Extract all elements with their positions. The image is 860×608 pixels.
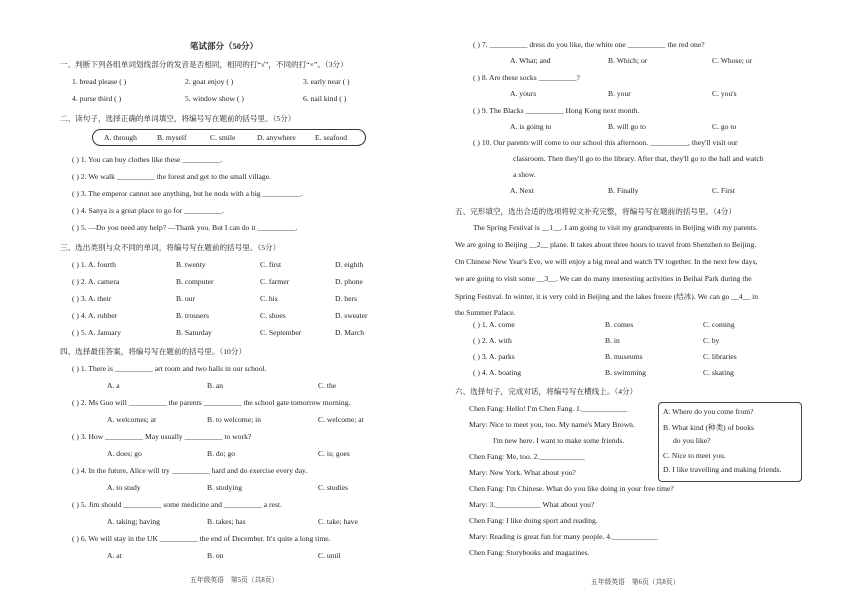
page-footer: 五年级英语 第5页（共8页） xyxy=(190,577,279,584)
s3-cell: D. sweater xyxy=(335,311,368,320)
s2-question: ( ) 3. The emperor cannot see anything, but he nods with a big __________. xyxy=(72,189,303,198)
word-bank-item: B. myself xyxy=(157,133,187,142)
s3-cell: D. eighth xyxy=(335,260,364,269)
s4-question: ( ) 2. Ms Guo will __________ the parents __________ the school gate tomorrow morning. xyxy=(72,398,351,407)
q10-line: classroom. Then they'll go to the library. After that, they'll go to the hall and watch xyxy=(513,154,764,163)
dialogue-line: Mary: New York. What about you? xyxy=(469,468,576,477)
dialogue-line: Chen Fang: Me, too. 2.____________ xyxy=(469,452,585,461)
word-bank-item: E. seafood xyxy=(315,133,348,142)
s5-option: ( ) 2. A. with xyxy=(473,336,512,345)
section-3-heading: 三、选出类别与众不同的单词，将编号写在题前的括号里。（5分） xyxy=(60,243,281,252)
cloze-line: Spring Festival. In winter, it is very cold in Beijing and the lakes freeze (结冰). We can go __4__ in xyxy=(455,292,759,301)
s5-option: B. comes xyxy=(605,320,634,329)
dialogue-line: I'm new here. I want to make some friends. xyxy=(493,436,625,445)
cloze-line: We are going to Beijing __2__ plane. It takes about three hours to travel from Shenzhen to Beijing. xyxy=(455,240,757,249)
s5-option: C. libraries xyxy=(703,352,737,361)
rq-question: ( ) 8. Are these socks __________? xyxy=(473,73,580,82)
dialogue-line: Mary: Nice to meet you, too. My name's Mary Brown. xyxy=(469,420,635,429)
cloze-line: the Summer Palace. xyxy=(455,308,516,317)
s4-question: ( ) 1. There is __________ art room and two halls in our school. xyxy=(72,364,267,373)
s4-option: B. to welcome; in xyxy=(207,415,261,424)
s4-option: B. studying xyxy=(207,483,243,492)
s5-option: B. museums xyxy=(605,352,643,361)
s3-cell: C. his xyxy=(260,294,278,303)
s5-option: B. swimming xyxy=(605,368,646,377)
section-1-heading: 一、判断下列各组单词划线部分的发音是否相同，相同的打“√”，不同的打“×”。（3分） xyxy=(60,60,348,69)
word-bank-item: D. anywhere xyxy=(257,133,296,142)
rq-option: C. Whose; or xyxy=(712,56,753,65)
dialogue-line: Mary: 3.____________ What about you? xyxy=(469,500,595,509)
s4-option: C. welcome; at xyxy=(318,415,364,424)
q10-line: ( ) 10. Our parents will come to our school this afternoon. __________, they'll visit our xyxy=(473,138,738,147)
s5-option: ( ) 1. A. come xyxy=(473,320,515,329)
rq-option: B. will go to xyxy=(608,122,646,131)
s2-question: ( ) 4. Sanya is a great place to go for __________. xyxy=(72,206,225,215)
s5-option: C. coming xyxy=(703,320,735,329)
page-title: 笔试部分（50分） xyxy=(190,41,259,51)
s3-cell: B. Saturday xyxy=(176,328,212,337)
s1-item: 3. early near ( ) xyxy=(303,77,350,86)
page-footer: 五年级英语 第6页（共8页） xyxy=(591,579,680,586)
s3-cell: C. shoes xyxy=(260,311,286,320)
s4-option: A. a xyxy=(107,381,120,390)
s3-cell: ( ) 2. A. camera xyxy=(72,277,120,286)
s1-item: 2. goat enjoy ( ) xyxy=(185,77,234,86)
section-4-heading: 四、选择最佳答案，将编号写在题前的括号里。（10分） xyxy=(60,347,247,356)
s5-option: C. by xyxy=(703,336,720,345)
rq-question: ( ) 7. __________ dress do you like, the white one __________ the red one? xyxy=(473,40,705,49)
s2-question: ( ) 1. You can buy clothes like these __________. xyxy=(72,155,223,164)
right-page xyxy=(455,0,815,608)
q10-option: C. First xyxy=(712,186,735,195)
s3-cell: C. first xyxy=(260,260,282,269)
cloze-line: On Chinese New Year's Eve, we will enjoy a big meal and watch TV together. In the next few days, xyxy=(455,257,758,266)
s4-option: B. an xyxy=(207,381,224,390)
s3-cell: C. September xyxy=(260,328,302,337)
s3-cell: B. our xyxy=(176,294,195,303)
section-6-heading: 六、选择句子，完成对话，将编号写在横线上。（4分） xyxy=(455,387,638,396)
rq-option: B. Which; or xyxy=(608,56,648,65)
s4-question: ( ) 4. In the future, Alice will try __________ hard and do exercise every day. xyxy=(72,466,308,475)
s4-question: ( ) 3. How __________ May usually __________ to work? xyxy=(72,432,252,441)
dialogue-line: Chen Fang: Hello! I'm Chen Fang. 1.____________ xyxy=(469,404,628,413)
rq-option: B. your xyxy=(608,89,631,98)
s4-option: C. the xyxy=(318,381,337,390)
s4-option: C. take; have xyxy=(318,517,358,526)
section-2-heading: 二、读句子，选择正确的单词填空，将编号写在题前的括号里。（5分） xyxy=(60,114,296,123)
dialogue-option: do you like? xyxy=(673,436,711,445)
s4-option: C. studies xyxy=(318,483,348,492)
cloze-line: The Spring Festival is __1__. I am going to visit my grandparents in Beijing with my parents. xyxy=(473,223,758,232)
s3-cell: D. March xyxy=(335,328,365,337)
s5-option: ( ) 3. A. parks xyxy=(473,352,515,361)
s5-option: C. skating xyxy=(703,368,734,377)
s3-cell: ( ) 3. A. their xyxy=(72,294,112,303)
s2-question: ( ) 2. We walk __________ the forest and get to the small village. xyxy=(72,172,271,181)
dialogue-option: A. Where do you come from? xyxy=(663,407,754,416)
s3-cell: B. twenty xyxy=(176,260,206,269)
dialogue-option: D. I like travelling and making friends. xyxy=(663,465,782,474)
s3-cell: ( ) 5. A. January xyxy=(72,328,121,337)
word-bank-item: A. through xyxy=(104,133,137,142)
s5-option: ( ) 4. A. boating xyxy=(473,368,522,377)
s4-option: A. does; go xyxy=(107,449,142,458)
rq-option: A. What; and xyxy=(510,56,551,65)
s3-cell: ( ) 4. A. rubber xyxy=(72,311,118,320)
s4-option: B. on xyxy=(207,551,224,560)
s1-item: 5. window show ( ) xyxy=(185,94,244,103)
dialogue-line: Chen Fang: I'm Chinese. What do you like doing in your free time? xyxy=(469,484,674,493)
q10-option: B. Finally xyxy=(608,186,639,195)
q10-line: a show. xyxy=(513,170,536,179)
s3-cell: B. computer xyxy=(176,277,214,286)
s1-item: 6. nail kind ( ) xyxy=(303,94,347,103)
s4-question: ( ) 5. Jim should __________ some medicine and __________ a rest. xyxy=(72,500,282,509)
s3-cell: C. farmer xyxy=(260,277,290,286)
s5-option: B. in xyxy=(605,336,620,345)
s4-option: B. takes; has xyxy=(207,517,246,526)
dialogue-line: Chen Fang: I like doing sport and reading. xyxy=(469,516,598,525)
s1-item: 1. bread please ( ) xyxy=(72,77,127,86)
s4-option: C. until xyxy=(318,551,341,560)
s4-option: B. do; go xyxy=(207,449,236,458)
q10-option: A. Next xyxy=(510,186,535,195)
s3-cell: B. trousers xyxy=(176,311,209,320)
rq-option: C. you's xyxy=(712,89,737,98)
dialogue-line: Chen Fang: Storybooks and magazines. xyxy=(469,548,590,557)
dialogue-option: C. Nice to meet you. xyxy=(663,450,726,460)
section-5-heading: 五、完形填空，选出合适的选项将短文补充完整，将编号写在题前的括号里。（4分） xyxy=(455,207,736,216)
s3-cell: ( ) 1. A. fourth xyxy=(72,260,116,269)
rq-question: ( ) 9. The Blacks __________ Hong Kong next month. xyxy=(473,106,640,115)
s4-option: A. taking; having xyxy=(107,517,160,526)
s1-item: 4. purse third ( ) xyxy=(72,94,122,103)
s2-question: ( ) 5. —Do you need any help? —Thank you. But I can do it __________. xyxy=(72,223,298,232)
s4-option: A. at xyxy=(107,551,122,560)
s3-cell: D. phone xyxy=(335,277,363,286)
s3-cell: D. hers xyxy=(335,294,357,303)
rq-option: A. yours xyxy=(510,89,537,98)
left-page xyxy=(60,0,400,608)
s4-option: A. to study xyxy=(107,483,141,492)
cloze-line: we are going to visit some __3__. We can do many interesting activities in Beihai Park during the xyxy=(455,274,752,283)
dialogue-option: B. What kind (种类) of books xyxy=(663,422,754,432)
s4-question: ( ) 6. We will stay in the UK __________ the end of December. It's quite a long time. xyxy=(72,534,331,543)
s4-option: C. is; goes xyxy=(318,449,350,458)
dialogue-line: Mary: Reading is great fun for many people. 4.____________ xyxy=(469,532,658,541)
s4-option: A. welcomes; at xyxy=(107,415,157,424)
word-bank-item: C. smile xyxy=(210,133,236,142)
rq-option: A. is going to xyxy=(510,122,552,131)
rq-option: C. go to xyxy=(712,122,737,131)
